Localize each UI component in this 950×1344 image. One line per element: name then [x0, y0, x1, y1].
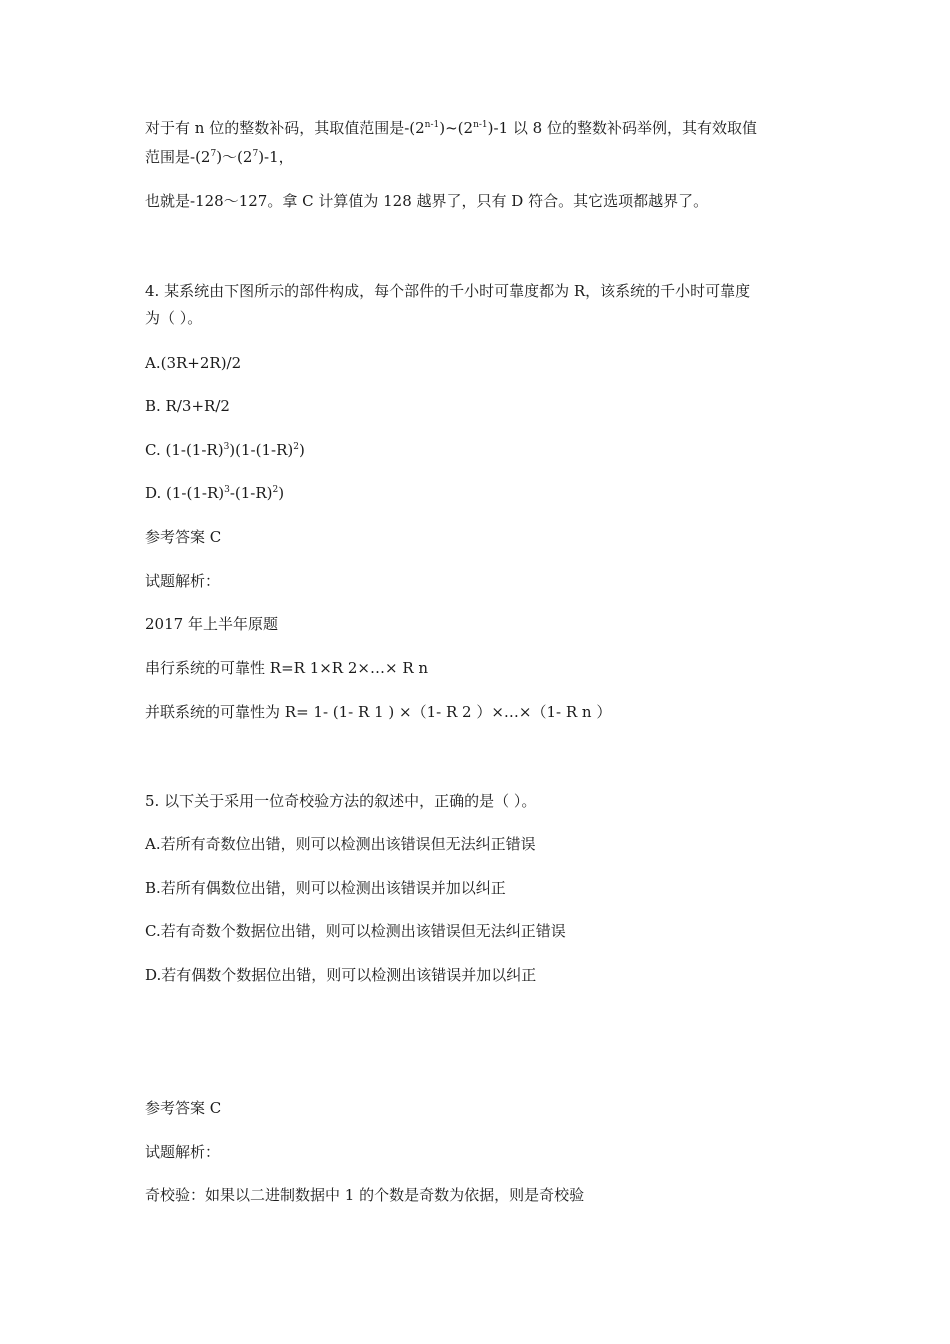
question-5-analysis-label: 试题解析：	[145, 1143, 221, 1161]
question-4-option-c	[145, 439, 825, 461]
option-text: -(1-R)	[229, 484, 273, 502]
option-text: )(1-(1-R)	[229, 441, 294, 459]
intro-line-1	[145, 117, 825, 139]
question-5-analysis-line-1: 奇校验：如果以二进制数据中 1 的个数是奇数为依据，则是奇校验	[145, 1186, 585, 1204]
question-5-option-d: D.若有偶数个数据位出错，则可以检测出该错误并加以纠正	[145, 966, 537, 984]
option-text: )	[278, 484, 285, 502]
superscript: 7	[210, 149, 217, 159]
question-5-option-b: B.若所有偶数位出错，则可以检测出该错误并加以纠正	[145, 879, 506, 897]
superscript: 2	[293, 442, 299, 452]
intro-text: )～(2	[216, 148, 253, 166]
superscript: n-1	[424, 120, 440, 130]
option-text: D. (1-(1-R)	[145, 484, 225, 502]
superscript: n-1	[473, 120, 488, 130]
intro-line-3: 也就是-128～127。拿 C 计算值为 128 越界了，只有 D 符合。其它选项都越界了。	[145, 192, 709, 210]
intro-text: 对于有 n 位的整数补码，其取值范围是-(2	[145, 119, 425, 137]
question-4-stem-line-2: 为（ ）。	[145, 309, 203, 327]
superscript: 3	[224, 485, 230, 495]
question-4-analysis-label: 试题解析：	[145, 572, 221, 590]
question-4-stem-line-1: 4. 某系统由下图所示的部件构成，每个部件的千小时可靠度都为 R，该系统的千小时可靠度	[145, 282, 751, 300]
intro-line-2	[145, 146, 825, 168]
question-5-option-c: C.若有奇数个数据位出错，则可以检测出该错误但无法纠正错误	[145, 922, 566, 940]
question-4-analysis-line-1: 2017 年上半年原题	[145, 615, 278, 633]
question-4-option-b: B. R/3+R/2	[145, 397, 230, 415]
question-5-answer: 参考答案 C	[145, 1099, 222, 1117]
intro-text: )~(2	[439, 119, 474, 137]
question-4-answer: 参考答案 C	[145, 528, 222, 546]
question-4-option-d	[145, 482, 825, 504]
option-text: C. (1-(1-R)	[145, 441, 224, 459]
question-4-analysis-line-3: 并联系统的可靠性为 R= 1- (1- R 1 ) ×（1- R 2 ）×…×（1- R n ）	[145, 703, 612, 721]
question-4-option-a: A.(3R+2R)/2	[145, 354, 242, 372]
superscript: 2	[272, 485, 279, 495]
question-5-stem: 5. 以下关于采用一位奇校验方法的叙述中，正确的是（ ）。	[145, 792, 537, 810]
superscript: 7	[252, 149, 259, 159]
question-5-option-a: A.若所有奇数位出错，则可以检测出该错误但无法纠正错误	[145, 835, 536, 853]
intro-text: 范围是-(2	[145, 148, 211, 166]
intro-text: )-1，	[258, 148, 294, 166]
superscript: 3	[223, 442, 230, 452]
option-text: )	[298, 441, 305, 459]
intro-text: )-1 以 8 位的整数补码举例，其有效取值	[487, 119, 757, 137]
question-4-analysis-line-2: 串行系统的可靠性 R=R 1×R 2×…× R n	[145, 659, 429, 677]
